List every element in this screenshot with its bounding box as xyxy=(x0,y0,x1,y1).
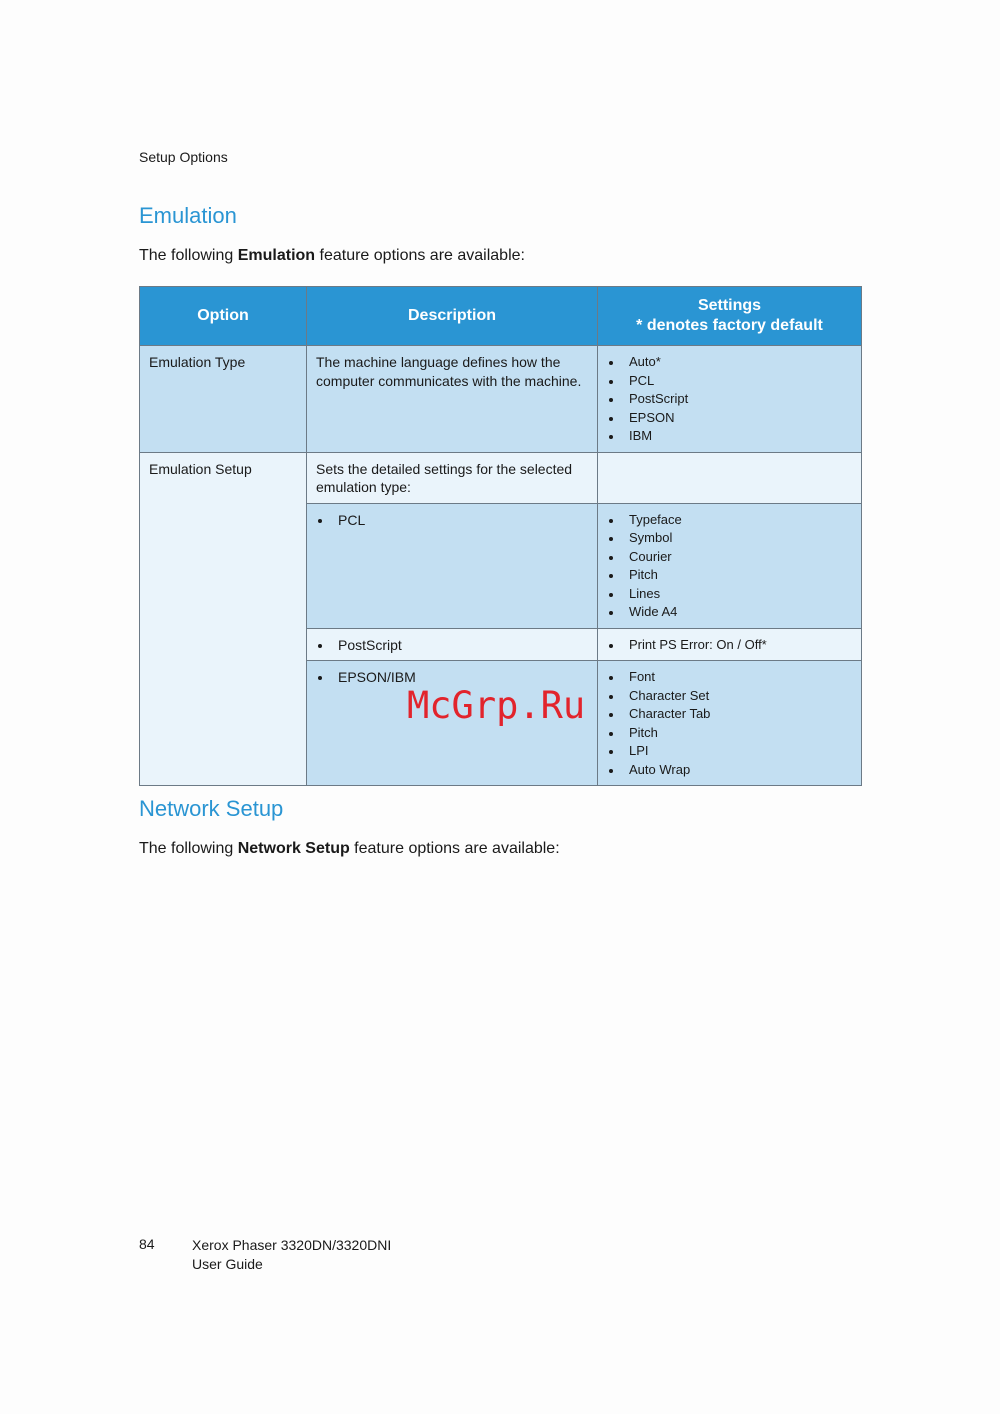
guide-name: User Guide xyxy=(192,1256,263,1272)
table-row xyxy=(140,346,862,453)
list-item: PCL xyxy=(316,511,588,530)
list-item: EPSON xyxy=(607,409,852,428)
settings-cell xyxy=(598,503,862,628)
footer-title xyxy=(192,1236,391,1274)
header-description: Description xyxy=(307,287,598,346)
list-item: Pitch xyxy=(607,724,852,743)
list-item: Character Set xyxy=(607,687,852,706)
list-item: Auto* xyxy=(607,353,852,372)
list-item: Auto Wrap xyxy=(607,761,852,780)
sub-item-cell xyxy=(307,503,598,628)
list-item: PostScript xyxy=(316,636,588,655)
list-item: Lines xyxy=(607,585,852,604)
section-heading-network-setup: Network Setup xyxy=(139,796,284,821)
list-item: LPI xyxy=(607,742,852,761)
list-item: PostScript xyxy=(607,390,852,409)
option-cell: Emulation Type xyxy=(140,346,307,453)
header-settings: Settings * denotes factory default xyxy=(598,287,862,346)
list-item: Symbol xyxy=(607,529,852,548)
settings-list xyxy=(607,353,852,446)
list-item: Wide A4 xyxy=(607,603,852,622)
emulation-intro: The following Emulation feature options are available: xyxy=(139,247,525,264)
settings-cell xyxy=(598,661,862,786)
header-option: Option xyxy=(140,287,307,346)
settings-list xyxy=(607,668,852,779)
list-item: Font xyxy=(607,668,852,687)
list-item: PCL xyxy=(607,372,852,391)
list-item: EPSON/IBM xyxy=(316,668,588,687)
list-item: Pitch xyxy=(607,566,852,585)
settings-cell xyxy=(598,628,862,661)
option-cell: Emulation Setup xyxy=(140,452,307,786)
watermark: McGrp.Ru xyxy=(407,684,586,727)
table-row xyxy=(140,452,862,503)
settings-list xyxy=(607,511,852,622)
list-item: Typeface xyxy=(607,511,852,530)
description-cell: The machine language defines how the computer communicates with the machine. xyxy=(307,346,598,453)
product-name: Xerox Phaser 3320DN/3320DNI xyxy=(192,1237,392,1253)
settings-cell xyxy=(598,452,862,503)
settings-cell xyxy=(598,346,862,453)
sub-item-cell xyxy=(307,628,598,661)
list-item: Print PS Error: On / Off* xyxy=(607,636,852,655)
section-heading-emulation: Emulation xyxy=(139,203,237,228)
list-item: Courier xyxy=(607,548,852,567)
breadcrumb: Setup Options xyxy=(139,149,228,165)
table-header-row xyxy=(140,287,862,346)
settings-list xyxy=(607,636,852,655)
list-item: Character Tab xyxy=(607,705,852,724)
list-item: IBM xyxy=(607,427,852,446)
description-cell: Sets the detailed settings for the selected emulation type: xyxy=(307,452,598,503)
network-intro: The following Network Setup feature options are available: xyxy=(139,840,560,857)
page-number: 84 xyxy=(139,1236,155,1252)
